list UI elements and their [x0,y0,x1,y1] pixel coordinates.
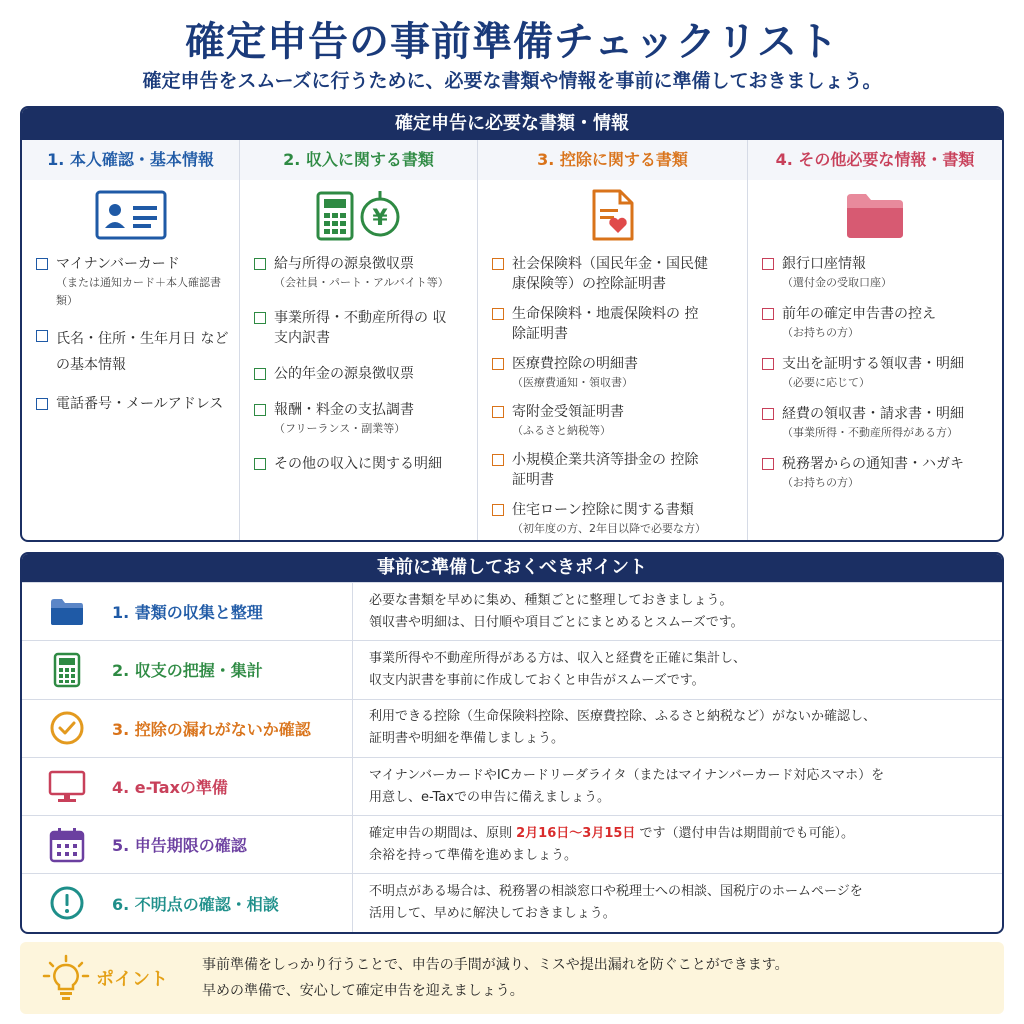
documents-section [20,106,1004,542]
checklist-item[interactable]: 銀行口座情報 （還付金の受取口座） [762,254,994,292]
point-label: 2. 収支の把握・集計 [112,661,263,681]
column-title: 3. 控除に関する書類 [478,140,747,180]
checkbox[interactable] [254,312,266,324]
checkbox[interactable] [762,358,774,370]
point-row: 4. e-Taxの準備 マイナンバーカードやICカードリーダライタ（またはマイナンバーカード対応スマホ）を 用意し、e-Taxでの申告に備えましょう。 [22,757,1002,815]
checklist-item[interactable]: 氏名・住所・生年月日 などの基本情報 [36,326,231,378]
checkbox[interactable] [762,408,774,420]
point-row: 3. 控除の漏れがないか確認 利用できる控除（生命保険料控除、医療費控除、ふるさと納税など）がないか確認し、 証明書や明細を準備しましょう。 [22,699,1002,757]
calculator-icon [53,652,81,688]
checkbox[interactable] [254,258,266,270]
checklist-item[interactable]: マイナンバーカード （または通知カード＋本人確認書類） [36,254,231,310]
point-row: 6. 不明点の確認・相談 不明点がある場合は、税務署の相談窓口や税理士への相談、国税庁のホームページを 活用して、早めに解決しておきましょう。 [22,873,1002,931]
checklist-item[interactable]: 生命保険料・地震保険料の 控除証明書 [492,304,739,344]
checklist-item[interactable]: 寄附金受領証明書 （ふるさと納税等） [492,402,739,440]
checklist-item[interactable]: 住宅ローン控除に関する書類 （初年度の方、2年目以降で必要な方） [492,500,739,538]
documents-heading: 確定申告に必要な書類・情報 [22,108,1002,140]
id-card-icon [95,190,167,240]
checklist-item[interactable]: 小規模企業共済等掛金の 控除証明書 [492,450,739,490]
checklist-item[interactable]: 経費の領収書・請求書・明細 （事業所得・不動産所得がある方） [762,404,994,442]
column-title: 4. その他必要な情報・書類 [748,140,1002,180]
point-label: 1. 書類の収集と整理 [112,603,263,623]
checklist-item[interactable]: 前年の確定申告書の控え （お持ちの方） [762,304,994,342]
points-heading: 事前に準備しておくべきポイント [22,554,1002,582]
calculator-yen-icon [314,187,404,243]
checkbox[interactable] [762,308,774,320]
deadline-highlight: 2月16日〜3月15日 [516,825,636,841]
checklist-item[interactable]: 支出を証明する領収書・明細 （必要に応じて） [762,354,994,392]
point-row: 2. 収支の把握・集計 事業所得や不動産所得がある方は、収入と経費を正確に集計し、 収支内訳書を事前に作成しておくと申告がスムーズです。 [22,640,1002,698]
column-deductions [478,140,748,540]
point-row: 1. 書類の収集と整理 必要な書類を早めに集め、種類ごとに整理しておきましょう。 領収書や明細は、日付順や項目ごとにまとめるとスムーズです。 [22,582,1002,640]
checklist-item[interactable]: 電話番号・メールアドレス [36,394,231,414]
folder-icon [844,190,906,240]
lightbulb-icon [42,954,90,1002]
checkbox[interactable] [492,258,504,270]
checkbox[interactable] [36,398,48,410]
monitor-icon [48,770,86,804]
point-row: 5. 申告期限の確認 確定申告の期間は、原則 2月16日〜3月15日 です（還付申告は期間前でも可能）。 余裕を持って準備を進めましょう。 [22,815,1002,873]
document-heart-icon [588,187,638,243]
points-section [20,552,1004,934]
checkbox[interactable] [254,404,266,416]
check-circle-icon [49,710,85,746]
checklist-item[interactable]: 報酬・料金の支払調書 （フリーランス・副業等） [254,400,469,438]
column-other [748,140,1002,540]
page-title: 確定申告の事前準備チェックリスト [185,19,839,65]
checkbox[interactable] [492,454,504,466]
point-label: 3. 控除の漏れがないか確認 [112,719,311,739]
column-identity [22,140,240,540]
checklist-item[interactable]: その他の収入に関する明細 [254,454,469,474]
checkbox[interactable] [36,258,48,270]
calendar-icon [49,827,85,863]
checklist-item[interactable]: 医療費控除の明細書 （医療費通知・領収書） [492,354,739,392]
column-title: 2. 収入に関する書類 [240,140,477,180]
svg-text:¥: ¥ [371,206,388,231]
checkbox[interactable] [762,258,774,270]
point-label: 4. e-Taxの準備 [112,778,228,798]
checkbox[interactable] [492,504,504,516]
checklist-item[interactable]: 社会保険料（国民年金・国民健康保険等）の控除証明書 [492,254,739,294]
tip-box [20,942,1004,1014]
checkbox[interactable] [762,458,774,470]
tip-label: ポイント [96,969,168,990]
checklist-item[interactable]: 給与所得の源泉徴収票 （会社員・パート・アルバイト等） [254,254,469,292]
point-label: 6. 不明点の確認・相談 [112,894,279,914]
column-title: 1. 本人確認・基本情報 [22,140,239,180]
checkbox[interactable] [492,406,504,418]
checkbox[interactable] [36,330,48,342]
folder-icon [49,597,85,627]
checklist-item[interactable]: 事業所得・不動産所得の 収支内訳書 [254,308,469,348]
checkbox[interactable] [492,308,504,320]
tip-text-line: 早めの準備で、安心して確定申告を迎えましょう。 [202,983,524,999]
checkbox[interactable] [254,368,266,380]
checklist-item[interactable]: 税務署からの通知書・ハガキ （お持ちの方） [762,454,994,492]
exclamation-circle-icon [49,885,85,921]
checkbox[interactable] [492,358,504,370]
checkbox[interactable] [254,458,266,470]
column-income [240,140,478,540]
checklist-item[interactable]: 公的年金の源泉徴収票 [254,364,469,384]
point-label: 5. 申告期限の確認 [112,836,247,856]
page-subtitle: 確定申告をスムーズに行うために、必要な書類や情報を事前に準備しておきましょう。 [142,70,882,92]
tip-text-line: 事前準備をしっかり行うことで、申告の手間が減り、ミスや提出漏れを防ぐことができます。 [202,957,789,973]
